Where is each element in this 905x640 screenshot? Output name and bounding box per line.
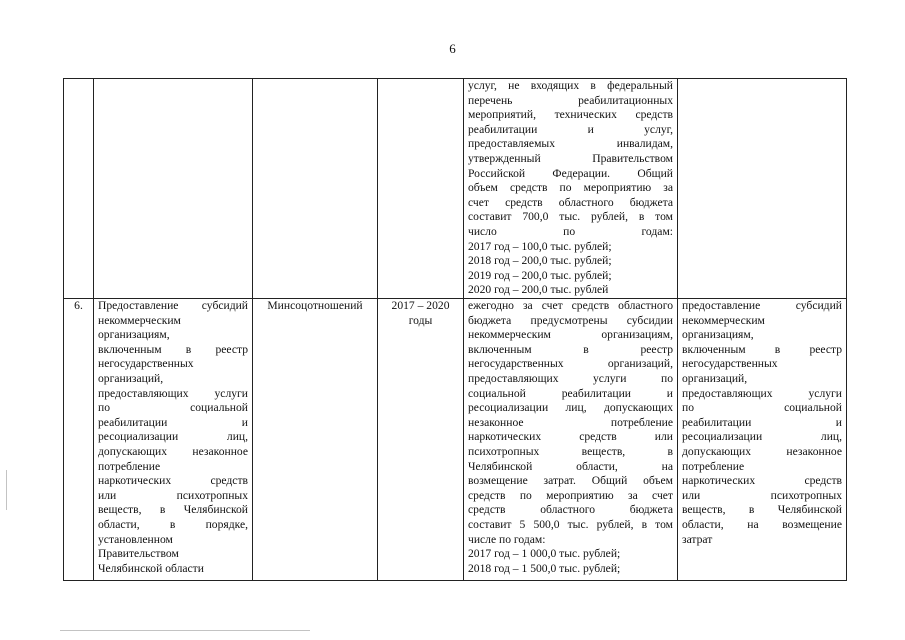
text-line: наркотических средств — [682, 474, 842, 488]
text-line: области, в порядке, — [98, 517, 248, 531]
table-row-6 — [64, 299, 847, 581]
text-line: включенным в реестр — [468, 342, 673, 356]
measures-table — [63, 78, 847, 581]
text-line: по социальной — [682, 401, 842, 415]
text-line: ресоциализации лиц, — [98, 430, 248, 444]
text-line: бюджета предусмотрены субсидии — [468, 313, 673, 327]
text-line: негосударственных организаций, — [468, 357, 673, 371]
text-line: перечень реабилитационных — [468, 93, 673, 107]
text-line: негосударственных — [682, 357, 778, 371]
text-line: средств областного бюджета — [468, 503, 673, 517]
margin-mark — [60, 630, 310, 631]
text-line: 2017 год – 100,0 тыс. рублей; — [468, 239, 612, 253]
text-line: средств по мероприятию за счет — [468, 488, 673, 502]
table-row-continuation — [64, 79, 847, 299]
measure-lines — [98, 299, 248, 576]
text-line: Правительством — [98, 547, 179, 561]
text-line: Предоставление субсидий — [98, 299, 248, 312]
text-line: составит 700,0 тыс. рублей, в том — [468, 210, 673, 224]
text-line: или психотропных — [682, 488, 842, 502]
cell-measure — [94, 79, 253, 299]
cell-num: 6. — [64, 299, 94, 581]
text-line: некоммерческим — [98, 313, 181, 327]
period-start-end: 2017 – 2020 — [391, 299, 450, 312]
description-lines — [468, 79, 673, 298]
text-line: по социальной — [98, 401, 248, 415]
text-line: реабилитации и услуг, — [468, 122, 673, 136]
text-line: или психотропных — [98, 488, 248, 502]
text-line: Челябинской области — [98, 561, 204, 575]
text-line: допускающих незаконное — [682, 444, 842, 458]
text-line: потребление — [682, 459, 745, 473]
text-line: счет средств областного бюджета — [468, 195, 673, 209]
cell-description — [464, 299, 678, 581]
text-line: ежегодно за счет средств областного — [468, 299, 673, 312]
margin-mark — [6, 470, 7, 510]
text-line: предоставляющих услуги по — [468, 371, 673, 385]
text-line: организаций, — [98, 371, 164, 385]
text-line: ресоциализации лиц, — [682, 430, 842, 444]
text-line: 2020 год – 200,0 тыс. рублей — [468, 283, 609, 297]
text-line: веществ, в Челябинской — [98, 503, 248, 517]
cell-num — [64, 79, 94, 299]
text-line: предоставляющих услуги — [682, 386, 842, 400]
text-line: услуг, не входящих в федеральный — [468, 79, 673, 92]
text-line: числе по годам: — [468, 532, 546, 546]
text-line: допускающих незаконное — [98, 444, 248, 458]
text-line: наркотических средств — [98, 474, 248, 488]
cell-period — [378, 79, 464, 299]
text-line: социальной реабилитации и — [468, 386, 673, 400]
text-line: области, на возмещение — [682, 517, 842, 531]
text-line: составит 5 500,0 тыс. рублей, в том — [468, 517, 673, 531]
text-line: психотропных веществ, в — [468, 444, 673, 458]
text-line: организаций, — [682, 371, 748, 385]
text-line: затрат — [682, 532, 713, 546]
text-line: Челябинской области, на — [468, 459, 673, 473]
text-line: мероприятий, технических средств — [468, 108, 673, 122]
description-lines — [468, 299, 673, 576]
text-line: включенным в реестр — [682, 342, 842, 356]
text-line: объем средств по мероприятию за — [468, 181, 673, 195]
text-line: установленном — [98, 532, 173, 546]
cell-executor — [253, 79, 378, 299]
text-line: предоставление субсидий — [682, 299, 842, 312]
text-line: реабилитации и — [98, 415, 248, 429]
text-line: Российской Федерации. Общий — [468, 166, 673, 180]
text-line: 2018 год – 200,0 тыс. рублей; — [468, 254, 612, 268]
result-lines — [682, 299, 842, 547]
cell-result — [678, 299, 847, 581]
cell-period — [378, 299, 464, 581]
cell-executor: Минсоцотношений — [253, 299, 378, 581]
text-line: организациям, — [682, 328, 754, 342]
text-line: утвержденный Правительством — [468, 151, 673, 165]
text-line: потребление — [98, 459, 161, 473]
text-line: ресоциализации лиц, допускающих — [468, 401, 673, 415]
cell-description — [464, 79, 678, 299]
text-line: некоммерческим организациям, — [468, 328, 673, 342]
text-line: наркотических средств или — [468, 430, 673, 444]
text-line: возмещение затрат. Общий объем — [468, 474, 673, 488]
cell-measure — [94, 299, 253, 581]
text-line: организациям, — [98, 328, 170, 342]
text-line: 2017 год – 1 000,0 тыс. рублей; — [468, 547, 621, 561]
cell-result — [678, 79, 847, 299]
text-line: незаконное потребление — [468, 415, 673, 429]
period-unit: годы — [408, 313, 433, 327]
text-line: включенным в реестр — [98, 342, 248, 356]
page-number: 6 — [449, 41, 456, 56]
text-line: негосударственных — [98, 357, 194, 371]
text-line: предоставляющих услуги — [98, 386, 248, 400]
text-line: веществ, в Челябинской — [682, 503, 842, 517]
text-line: число по годам: — [468, 224, 673, 238]
text-line: 2019 год – 200,0 тыс. рублей; — [468, 268, 612, 282]
text-line: некоммерческим — [682, 313, 765, 327]
text-line: 2018 год – 1 500,0 тыс. рублей; — [468, 561, 621, 575]
text-line: предоставляемых инвалидам, — [468, 137, 673, 151]
text-line: реабилитации и — [682, 415, 842, 429]
